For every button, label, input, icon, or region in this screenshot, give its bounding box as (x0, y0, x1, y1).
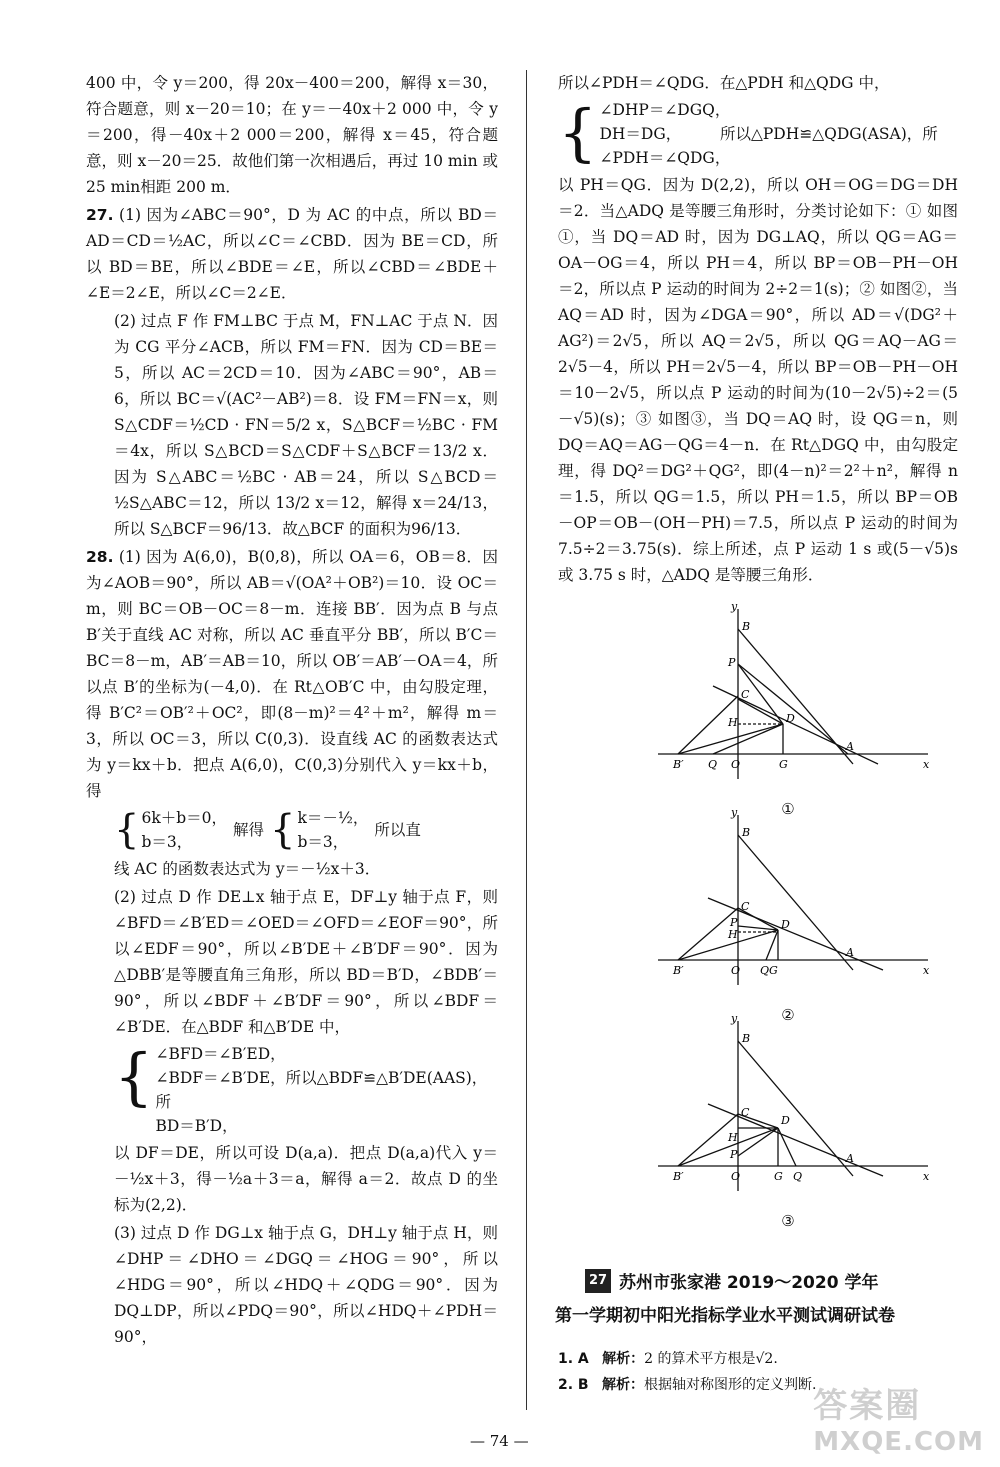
paragraph-q26-end: 400 中，令 y＝200，得 20x－400＝200，解得 x＝30，符合题意，则 x－20＝10；在 y＝－40x＋2 000 中，令 y＝200，得－40x＋2 000＝200，解得 x＝45，符合题意，则 x－20＝25．故他们第一次相遇后，再过 10 min 或 25 min相距 200 m． (86, 74, 498, 196)
lbl-y: y (731, 1012, 738, 1025)
left-column (86, 70, 498, 1352)
sys2-tail: 所以直 (374, 821, 421, 839)
lbl-qg: QG (760, 964, 778, 977)
figure-3-caption: ③ (781, 1212, 795, 1230)
equation-system-right: { ∠DHP＝∠DGQ， DH＝DG， 所以△PDH≌△QDG(ASA)，所 ∠PDH＝∠QDG， (558, 96, 938, 169)
answer-num: 2. B (558, 1377, 589, 1393)
answer-text: 2 的算术平方根是√2. (644, 1351, 778, 1367)
line-ba (738, 835, 853, 970)
lbl-p: P (730, 916, 738, 929)
lbl-bprime: B′ (673, 1170, 684, 1183)
lbl-o: O (731, 758, 741, 771)
question-number-27: 27. (86, 206, 114, 224)
lbl-y: y (731, 600, 738, 613)
column-divider (526, 70, 527, 1410)
lbl-o: O (731, 1170, 741, 1183)
line-pd (738, 1128, 778, 1156)
line-pa (738, 664, 848, 754)
lbl-q: Q (708, 758, 718, 771)
q28-part2b: 以 DF＝DE，所以可设 D(a,a)．把点 D(a,a)代入 y＝－½x＋3，得－½a＋3＝a，解得 a＝2．故点 D 的坐标为(2,2)． (114, 1144, 498, 1214)
section-title-line1: 苏州市张家港 2019～2020 学年 (619, 1273, 879, 1293)
lbl-d: D (781, 1114, 790, 1127)
equation-system-1: { 6k＋b＝0， b＝3， 解得 { k＝－½， b＝3， 所以直 (114, 807, 421, 853)
answer-label: 解析： (601, 1377, 644, 1393)
lbl-g: G (774, 1170, 783, 1183)
lbl-d: D (786, 712, 795, 725)
answer-item (558, 1346, 958, 1372)
sys2-line1: k＝－½， (297, 809, 369, 827)
figure-3 (638, 1006, 938, 1230)
lbl-c: C (741, 900, 750, 913)
lbl-b: B (742, 1032, 751, 1045)
lbl-b: B (742, 620, 751, 633)
sys1-line1: 6k＋b＝0， (141, 809, 227, 827)
lbl-h: H (728, 928, 738, 941)
lbl-y: y (731, 806, 738, 819)
watermark-logo (813, 1378, 984, 1457)
right-column (558, 70, 958, 1230)
lbl-d: D (781, 918, 790, 931)
lbl-g: G (779, 758, 788, 771)
q27-part2: (2) 过点 F 作 FM⊥BC 于点 M，FN⊥AC 于点 N．因为 CG 平分∠ACB，所以 FM＝FN．因为 CD＝BE＝5，所以 AC＝2CD＝10．因为∠ABC＝90°，AB＝6，所以 BC＝√(AC²－AB²)＝8．设 FM＝FN＝x，则 S△CDF＝½CD · FN＝5/2 x，S△BCF＝½BC · FM＝4x，所以 S△BCD＝S△CDF＋S△BCF＝13/2 x．因为 S△ABC＝½BC · AB＝24，所以 S△BCD＝½S△ABC＝12，所以 13/2 x＝12，解得 x＝24/13，所以 S△BCF＝96/13．故△BCF 的面积为96/13． (114, 312, 498, 538)
line-qd (713, 724, 783, 754)
figure-1-diagram (638, 594, 938, 794)
rsys-line3: ∠PDH＝∠QDG， (599, 149, 731, 167)
section-heading (555, 1268, 975, 1326)
answer-text: 根据轴对称图形的定义判断. (643, 1377, 817, 1393)
lbl-x: x (923, 964, 930, 977)
answer-label: 解析： (602, 1351, 645, 1367)
lbl-x: x (923, 758, 930, 771)
rsys-line1: ∠DHP＝∠DGQ， (599, 101, 731, 119)
sys1-solve: 解得 (233, 821, 265, 839)
right-para-2: 以 PH＝QG．因为 D(2,2)，所以 OH＝OG＝DG＝DH＝2．当△ADQ 是等腰三角形时，分类讨论如下：① 如图①，当 DQ＝AD 时，因为 DG⊥AQ，所以 QG＝AG＝OA－OG＝4，所以 PH＝4，所以 BP＝OB－PH－OH＝2，所以点 P 运动的时间为 2÷2＝1(s)；② 如图②，当 AQ＝AD 时，因为∠DGA＝90°，所以 AD＝√(DG²＋AG²)＝2√5，所以 AQ＝2√5，所以 QG＝AQ－AG＝2√5－4，所以 PH＝2√5－4，所以 BP＝OB－PH－OH＝10－2√5，所以点 P 运动的时间为(10－2√5)÷2＝(5－√5)(s)；③ 如图③，当 DQ＝AQ 时，设 QG＝n，则 DQ＝AQ＝AG－QG＝4－n．在 Rt△DGQ 中，由勾股定理，得 DQ²＝DG²＋QG²，即(4－n)²＝2²＋n²，解得 n＝1.5，所以 QG＝1.5，所以 PH＝1.5，所以 BP＝OB－OP＝OB－(OH－PH)＝7.5，所以点 P 运动的时间为 7.5÷2＝3.75(s)．综上所述，点 P 运动 1 s 或(5－√5)s 或 3.75 s 时，△ADQ 是等腰三角形． (558, 176, 958, 584)
lbl-h: H (728, 716, 738, 729)
figure-2-caption: ② (781, 1006, 795, 1024)
lbl-o: O (731, 964, 741, 977)
sys3-line3: BD＝B′D， (155, 1117, 238, 1135)
sys3-line2: ∠BDF＝∠B′DE，所以△BDF≌△B′DE(AAS)，所 (155, 1069, 488, 1111)
figure-1-caption: ① (781, 800, 795, 818)
lbl-c: C (741, 688, 750, 701)
watermark-line2: MXQE.COM (813, 1427, 984, 1457)
lbl-bprime: B′ (673, 964, 684, 977)
line-dq (778, 1128, 796, 1166)
section-title-line2: 第一学期初中阳光指标学业水平测试调研试卷 (555, 1306, 895, 1326)
rsys-line2: DH＝DG， 所以△PDH≌△QDG(ASA)，所 (599, 125, 938, 143)
figure-2 (638, 800, 938, 1024)
figure-2-diagram (638, 800, 938, 1000)
sys1-line2: b＝3， (141, 833, 193, 851)
lbl-c: C (741, 1106, 750, 1119)
q27-part1: (1) 因为∠ABC＝90°，D 为 AC 的中点，所以 BD＝AD＝CD＝½AC，所以∠C＝∠CBD．因为 BE＝CD，所以 BD＝BE，所以∠BDE＝∠E，所以∠CBD＝∠BDE＋∠E＝2∠E，所以∠C＝2∠E． (86, 206, 498, 302)
q28-part3: (3) 过点 D 作 DG⊥x 轴于点 G，DH⊥y 轴于点 H，则∠DHP＝∠DHO＝∠DGQ＝∠HOG＝90°，所以∠HDG＝90°，所以∠HDQ＋∠QDG＝90°．因为 DQ⊥DP，所以∠PDQ＝90°，所以∠HDQ＋∠PDH＝90°， (114, 1224, 498, 1346)
line-cd (738, 699, 783, 724)
q28-part1: (1) 因为 A(6,0)，B(0,8)，所以 OA＝6，OB＝8．因为∠AOB＝90°，所以 AB＝√(OA²＋OB²)＝10．设 OC＝m，则 BC＝OB－OC＝8－m．连接 BB′．因为点 B 与点 B′关于直线 AC 对称，所以 AC 垂直平分 BB′，所以 B′C＝BC＝8－m，AB′＝AB＝10，所以 OB′＝AB′－OA＝4，所以点 B′的坐标为(－4,0)．在 Rt△OB′C 中，由勾股定理，得 B′C²＝OB′²＋OC²，即(8－m)²＝4²＋m²，解得 m＝3，所以 OC＝3，所以 C(0,3)．设直线 AC 的函数表达式为 y＝kx＋b．把点 A(6,0)，C(0,3)分别代入 y＝kx＋b，得 (86, 548, 498, 800)
figure-1 (638, 594, 938, 818)
answer-num: 1. A (558, 1351, 589, 1367)
lbl-p: P (730, 1148, 738, 1161)
line-ba (738, 1041, 853, 1176)
question-number-28: 28. (86, 548, 114, 566)
section-badge: 27 (585, 1269, 611, 1293)
lbl-a: A (846, 740, 854, 753)
equation-system-3: { ∠BFD＝∠B′ED， ∠BDF＝∠B′DE，所以△BDF≌△B′DE(AAS)，所 BD＝B′D， (86, 1042, 498, 1138)
figure-3-diagram (638, 1006, 938, 1206)
lbl-a: A (846, 946, 854, 959)
right-para-1: 所以∠PDH＝∠QDG．在△PDH 和△QDG 中， (558, 74, 890, 92)
line-dq (766, 930, 778, 960)
watermark-line1: 答案圈 (813, 1386, 922, 1426)
lbl-h: H (728, 1131, 738, 1144)
sys3-line1: ∠BFD＝∠B′ED， (155, 1045, 286, 1063)
lbl-p: P (728, 656, 736, 669)
lbl-q: Q (793, 1170, 803, 1183)
lbl-b: B (742, 826, 751, 839)
q28-part1b: 线 AC 的函数表达式为 y＝－½x＋3． (114, 860, 381, 878)
q28-part2: (2) 过点 D 作 DE⊥x 轴于点 E，DF⊥y 轴于点 F，则∠BFD＝∠B′ED＝∠OED＝∠OFD＝∠EOF＝90°，所以∠EDF＝90°，所以∠B′DE＋∠B′DF＝90°．因为△DBB′是等腰直角三角形，所以 BD＝B′D，∠BDB′＝90°，所以∠BDF＋∠B′DF＝90°，所以∠BDF＝∠B′DE．在△BDF 和△B′DE 中， (114, 888, 498, 1036)
page-number: — 74 — (470, 1432, 529, 1450)
lbl-a: A (846, 1152, 854, 1165)
lbl-x: x (923, 1170, 930, 1183)
lbl-bprime: B′ (673, 758, 684, 771)
sys2-line2: b＝3， (297, 833, 349, 851)
